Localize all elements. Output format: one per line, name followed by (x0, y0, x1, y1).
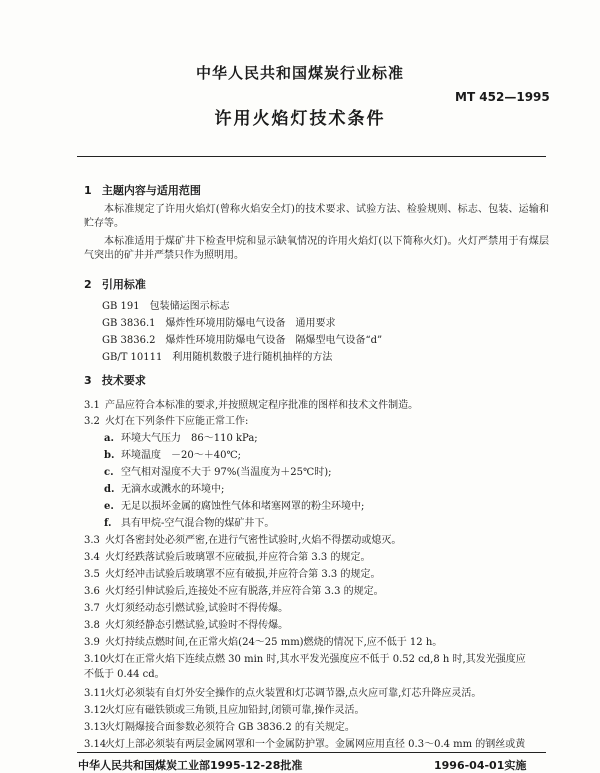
condition-item (104, 497, 364, 512)
approval-note: 中华人民共和国煤炭工业部1995-12-28批准 (78, 759, 303, 772)
clause-number: 3.13 (84, 722, 107, 733)
issuer-heading: 中华人民共和国煤炭行业标准 (195, 64, 404, 82)
clause-number: 3.8 (84, 620, 100, 631)
clause-3-13 (84, 718, 355, 733)
condition-item (104, 514, 274, 529)
item-letter: b. (104, 450, 115, 461)
clause-3-8 (84, 616, 288, 631)
clause-text: 产品应符合本标准的要求,并按照规定程序批准的图样和技术文件制造。 (105, 400, 419, 411)
section-1-paragraph-2: 本标准适用于煤矿井下检查甲烷和显示缺氧情况的许用火焰灯(以下简称火灯)。火灯严禁用于有煤层气突出的矿井并严禁只作为照明用。 (84, 236, 549, 261)
clause-number: 3.14 (84, 739, 107, 750)
clause-text: 火灯经引伸试验后,连接处不应有脱落,并应符合第 3.3 的规定。 (105, 586, 384, 597)
clause-number: 3.4 (84, 552, 100, 563)
clause-text: 火灯应有磁铁锁或三角锁,且应加铅封,闭锁可靠,操作灵活。 (105, 705, 365, 716)
section-number: 3 (84, 374, 92, 387)
clause-3-4 (84, 548, 370, 563)
condition-item (104, 480, 224, 495)
reference-item: GB 191 包装储运图示标志 (102, 301, 230, 312)
clause-3-1 (84, 396, 418, 411)
reference-item: GB 3836.1 爆炸性环境用防爆电气设备 通用要求 (102, 318, 336, 329)
clause-number: 3.9 (84, 637, 100, 648)
clause-text: 火灯须经动态引燃试验,试验时不得传爆。 (105, 603, 289, 614)
footer-divider (77, 752, 546, 753)
condition-item (104, 446, 241, 461)
item-letter: c. (104, 467, 114, 478)
item-letter: d. (104, 484, 115, 495)
clause-3-2 (84, 412, 248, 427)
clause-3-9 (84, 633, 442, 648)
item-text: 无滴水或溅水的环境中; (121, 484, 225, 495)
item-text: 环境温度 －20～＋40℃; (121, 450, 242, 461)
clause-number: 3.5 (84, 569, 100, 580)
clause-3-12 (84, 701, 365, 716)
clause-number: 3.11 (84, 688, 107, 699)
clause-text: 火灯须经静态引燃试验,试验时不得传爆。 (105, 620, 289, 631)
clause-3-10-continuation: 不低于 0.44 cd。 (84, 669, 165, 680)
document-title: 许用火焰灯技术条件 (214, 109, 386, 129)
section-1-heading (84, 182, 201, 198)
clause-text: 火灯各密封处必须严密,在进行气密性试验时,火焰不得摆动或熄灭。 (105, 535, 402, 546)
clause-text: 火灯上部必须装有两层金属网罩和一个金属防护罩。金属网应用直径 0.3～0.4 mm 的钢丝或黄 (105, 739, 526, 750)
clause-text: 火灯在下列条件下应能正常工作: (105, 416, 249, 427)
reference-item: GB 3836.2 爆炸性环境用防爆电气设备 隔爆型电气设备“d” (102, 335, 383, 346)
section-title: 技术要求 (101, 374, 146, 387)
clause-text: 火灯隔爆接合面参数必须符合 GB 3836.2 的有关规定。 (105, 722, 355, 733)
item-text: 环境大气压力 86～110 kPa; (121, 433, 258, 444)
condition-item (104, 429, 258, 444)
condition-item (104, 463, 332, 478)
item-text: 空气相对湿度不大于 97%(当温度为＋25℃时); (121, 467, 332, 478)
reference-item: GB/T 10111 利用随机数骰子进行随机抽样的方法 (102, 352, 333, 363)
item-letter: e. (104, 501, 114, 512)
section-2-heading (84, 276, 146, 292)
clause-text: 火灯持续点燃时间,在正常火焰(24～25 mm)燃烧的情况下,应不低于 12 h。 (105, 637, 443, 648)
clause-number: 3.7 (84, 603, 100, 614)
clause-3-11 (84, 684, 481, 699)
section-title: 引用标准 (101, 278, 146, 291)
clause-3-6 (84, 582, 384, 597)
clause-number: 3.3 (84, 535, 100, 546)
clause-number: 3.6 (84, 586, 100, 597)
clause-text: 火灯必须装有自灯外安全操作的点火装置和灯芯调节器,点火应可靠,灯芯升降应灵活。 (105, 688, 482, 699)
clause-number: 3.2 (84, 416, 100, 427)
clause-number: 3.12 (84, 705, 107, 716)
clause-number: 3.1 (84, 400, 100, 411)
standard-number: MT 452—1995 (455, 90, 550, 104)
section-1-paragraph-1: 本标准规定了许用火焰灯(曾称火焰安全灯)的技术要求、试验方法、检验规则、标志、包装、运输和贮存等。 (84, 204, 549, 229)
clause-text: 火灯经跌落试验后玻璃罩不应破损,并应符合第 3.3 的规定。 (105, 552, 371, 563)
item-text: 具有甲烷-空气混合物的煤矿井下。 (121, 518, 275, 529)
title-divider (77, 156, 546, 157)
clause-3-3 (84, 531, 401, 546)
clause-number: 3.10 (84, 654, 107, 665)
implementation-date: 1996-04-01实施 (434, 759, 527, 772)
clause-3-14 (84, 735, 525, 750)
clause-text: 火灯在正常火焰下连续点燃 30 min 时,其水平发光强度应不低于 0.52 cd,8 h 时,其发光强度应 (105, 654, 526, 665)
section-title: 主题内容与适用范围 (101, 184, 201, 197)
section-number: 1 (84, 184, 92, 197)
clause-3-10 (84, 650, 526, 665)
item-letter: a. (104, 433, 114, 444)
clause-text: 火灯经冲击试验后玻璃罩不应有破损,并应符合第 3.3 的规定。 (105, 569, 381, 580)
item-text: 无足以损坏金属的腐蚀性气体和堵塞网罩的粉尘环境中; (121, 501, 365, 512)
clause-3-5 (84, 565, 380, 580)
section-3-heading (84, 372, 146, 388)
section-number: 2 (84, 278, 92, 291)
item-letter: f. (104, 518, 112, 529)
clause-3-7 (84, 599, 288, 614)
